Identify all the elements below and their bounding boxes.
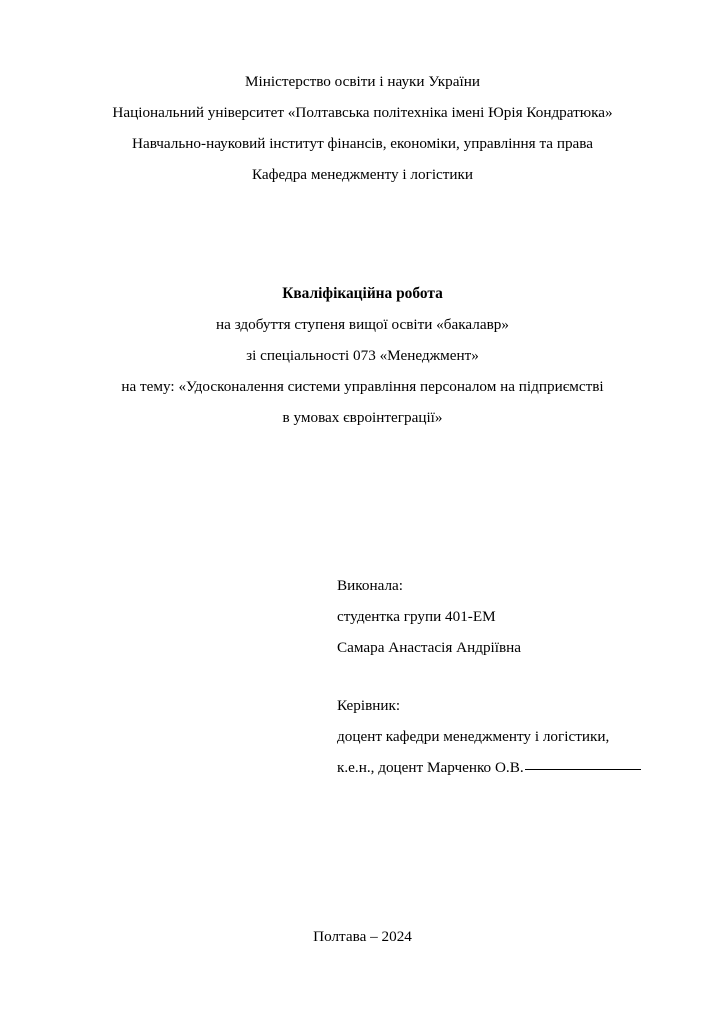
supervisor-name-row <box>337 752 687 783</box>
thesis-topic-line-1: на тему: «Удосконалення системи управління персоналом на підприємстві <box>121 378 604 395</box>
supervisor-name: к.е.н., доцент Марченко О.В. <box>337 759 524 776</box>
thesis-heading: Кваліфікаційна робота <box>282 285 443 302</box>
footer-block <box>40 925 685 949</box>
university-line: Національний університет «Полтавська політехніка імені Юрія Кондратюка» <box>112 104 613 121</box>
supervisor-position: доцент кафедри менеджменту і логістики, <box>337 728 610 745</box>
author-group: студентка групи 401-ЕМ <box>337 608 496 625</box>
thesis-topic-line-2: в умовах євроінтеграції» <box>282 409 443 426</box>
signature-line <box>525 769 641 770</box>
institute-line: Навчально-науковий інститут фінансів, економіки, управління та права <box>131 135 593 152</box>
thesis-block <box>40 278 685 433</box>
ministry-line: Міністерство освіти і науки України <box>245 73 480 90</box>
institution-block <box>40 66 685 190</box>
department-line: Кафедра менеджменту і логістики <box>251 166 474 183</box>
supervisor-label: Керівник: <box>337 697 401 714</box>
author-name: Самара Анастасія Андріївна <box>337 639 522 656</box>
credits-spacer <box>337 663 687 690</box>
thesis-degree-line: на здобуття ступеня вищої освіти «бакалавр» <box>216 316 509 333</box>
credits-block <box>337 570 687 783</box>
author-label: Виконала: <box>337 577 403 594</box>
place-year: Полтава – 2024 <box>313 928 412 945</box>
thesis-specialty-line: зі спеціальності 073 «Менеджмент» <box>246 347 479 364</box>
